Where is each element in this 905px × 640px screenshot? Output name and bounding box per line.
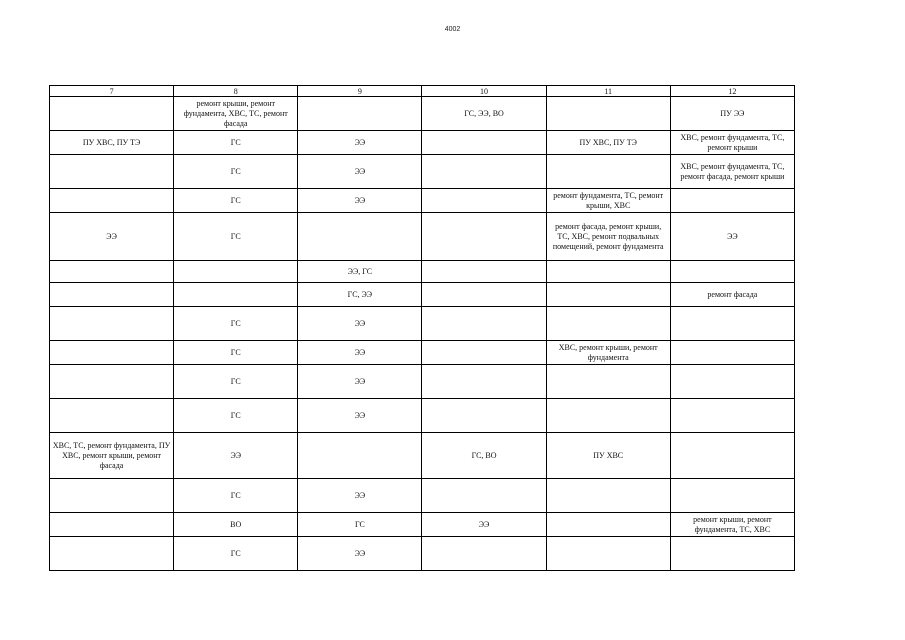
- table-cell: [546, 513, 670, 537]
- table-cell: ВО: [174, 513, 298, 537]
- table-cell: ЭЭ: [422, 513, 546, 537]
- table-cell: [50, 155, 174, 189]
- table-cell: [50, 97, 174, 131]
- table-cell: [50, 537, 174, 571]
- table-row: [50, 261, 795, 283]
- table-row: [50, 97, 795, 131]
- table-cell: ХВС, ремонт фундамента, ТС, ремонт крыши: [670, 131, 794, 155]
- table-cell: [422, 131, 546, 155]
- table-cell: [50, 365, 174, 399]
- data-table: [49, 85, 795, 571]
- table-cell: [546, 537, 670, 571]
- table-cell: ГС: [174, 537, 298, 571]
- table-cell: ремонт крыши, ремонт фундамента, ХВС, ТС, ремонт фасада: [174, 97, 298, 131]
- table-cell: [546, 155, 670, 189]
- table-cell: [422, 399, 546, 433]
- table-cell: ПУ ХВС, ПУ ТЭ: [50, 131, 174, 155]
- column-header: 9: [298, 86, 422, 97]
- table-header-row: [50, 86, 795, 97]
- table-cell: [50, 307, 174, 341]
- table-cell: [422, 537, 546, 571]
- table-row: [50, 341, 795, 365]
- table-cell: [298, 433, 422, 479]
- table-cell: [546, 97, 670, 131]
- table-cell: [670, 189, 794, 213]
- table-cell: [50, 479, 174, 513]
- column-header: 12: [670, 86, 794, 97]
- table-cell: ГС, ВО: [422, 433, 546, 479]
- table-cell: [50, 513, 174, 537]
- table-row: [50, 537, 795, 571]
- table-row: [50, 307, 795, 341]
- table-row: [50, 189, 795, 213]
- table-body: [50, 97, 795, 571]
- table-cell: [422, 189, 546, 213]
- table-cell: [422, 341, 546, 365]
- table-cell: [546, 307, 670, 341]
- table-cell: [50, 399, 174, 433]
- table-cell: ГС: [174, 479, 298, 513]
- table-cell: ГС: [298, 513, 422, 537]
- table-cell: ЭЭ, ГС: [298, 261, 422, 283]
- table-cell: ГС: [174, 213, 298, 261]
- table-cell: ЭЭ: [298, 307, 422, 341]
- table-cell: [670, 479, 794, 513]
- table-cell: [298, 97, 422, 131]
- table-cell: [298, 213, 422, 261]
- table-cell: ЭЭ: [298, 189, 422, 213]
- table-cell: ГС: [174, 307, 298, 341]
- table-cell: ХВС, ремонт крыши, ремонт фундамента: [546, 341, 670, 365]
- table-cell: [546, 399, 670, 433]
- table-cell: ЭЭ: [298, 155, 422, 189]
- page-number: 4002: [444, 26, 461, 33]
- table-cell: ГС: [174, 155, 298, 189]
- column-header: 11: [546, 86, 670, 97]
- table-row: [50, 365, 795, 399]
- table-row: [50, 155, 795, 189]
- table-cell: [422, 283, 546, 307]
- table-cell: [50, 283, 174, 307]
- table-cell: [174, 261, 298, 283]
- table-cell: [546, 479, 670, 513]
- table-cell: ремонт фундамента, ТС, ремонт крыши, ХВС: [546, 189, 670, 213]
- table-cell: ГС: [174, 131, 298, 155]
- column-header: 7: [50, 86, 174, 97]
- table-cell: [422, 479, 546, 513]
- table-cell: ЭЭ: [298, 479, 422, 513]
- table-cell: [670, 341, 794, 365]
- table-cell: ГС, ЭЭ, ВО: [422, 97, 546, 131]
- table-cell: [174, 283, 298, 307]
- table-cell: ХВС, ремонт фундамента, ТС, ремонт фасада, ремонт крыши: [670, 155, 794, 189]
- table-row: [50, 433, 795, 479]
- table-row: [50, 399, 795, 433]
- table-cell: [50, 341, 174, 365]
- table-cell: ПУ ЭЭ: [670, 97, 794, 131]
- table-cell: ГС: [174, 189, 298, 213]
- table-cell: ГС: [174, 365, 298, 399]
- table-cell: ремонт фасада: [670, 283, 794, 307]
- table-cell: [546, 365, 670, 399]
- table-row: [50, 283, 795, 307]
- table-cell: [422, 155, 546, 189]
- table-cell: ГС: [174, 341, 298, 365]
- column-header: 10: [422, 86, 546, 97]
- table-cell: ПУ ХВС: [546, 433, 670, 479]
- table-cell: [670, 261, 794, 283]
- table-cell: [50, 189, 174, 213]
- table-cell: ремонт крыши, ремонт фундамента, ТС, ХВС: [670, 513, 794, 537]
- table-cell: [670, 399, 794, 433]
- table-cell: ГС: [174, 399, 298, 433]
- table-cell: [422, 213, 546, 261]
- table-cell: [670, 307, 794, 341]
- table-cell: [546, 261, 670, 283]
- table-row: [50, 513, 795, 537]
- table-cell: ПУ ХВС, ПУ ТЭ: [546, 131, 670, 155]
- table-row: [50, 131, 795, 155]
- table-cell: [422, 365, 546, 399]
- table-cell: ЭЭ: [298, 131, 422, 155]
- table-cell: ГС, ЭЭ: [298, 283, 422, 307]
- table-cell: [670, 433, 794, 479]
- table-cell: ремонт фасада, ремонт крыши, ТС, ХВС, ремонт подвальных помещений, ремонт фундамента: [546, 213, 670, 261]
- table-cell: [422, 307, 546, 341]
- table-cell: [50, 261, 174, 283]
- table-cell: ЭЭ: [174, 433, 298, 479]
- table-cell: ЭЭ: [298, 537, 422, 571]
- table-cell: [546, 283, 670, 307]
- table-row: [50, 213, 795, 261]
- table-cell: ЭЭ: [298, 341, 422, 365]
- table-row: [50, 479, 795, 513]
- table-cell: ЭЭ: [298, 365, 422, 399]
- table-cell: ЭЭ: [298, 399, 422, 433]
- table-cell: ХВС, ТС, ремонт фундамента, ПУ ХВС, ремонт крыши, ремонт фасада: [50, 433, 174, 479]
- table-cell: ЭЭ: [50, 213, 174, 261]
- column-header: 8: [174, 86, 298, 97]
- table-cell: [670, 537, 794, 571]
- table-cell: ЭЭ: [670, 213, 794, 261]
- table-cell: [422, 261, 546, 283]
- table-cell: [670, 365, 794, 399]
